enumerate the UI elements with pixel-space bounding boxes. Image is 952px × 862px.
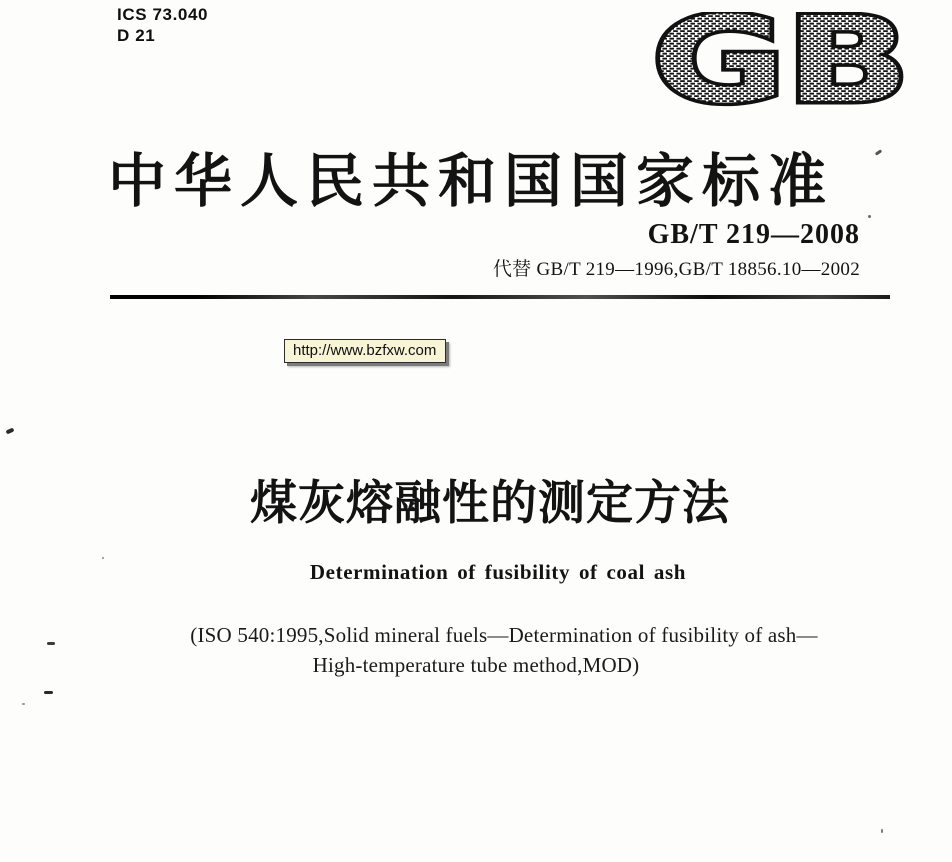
national-standard-banner: 中华人民共和国国家标准 <box>108 149 835 214</box>
gb-logo <box>648 12 914 112</box>
scan-speck <box>881 829 883 833</box>
doc-class-code: D 21 <box>117 26 156 45</box>
scan-speck <box>868 215 871 218</box>
scan-speck <box>44 691 53 694</box>
standard-number: GB/T 219—2008 <box>647 219 860 250</box>
header-divider <box>110 295 890 299</box>
replaces-note: 代替 GB/T 219—1996,GB/T 18856.10—2002 <box>492 259 860 280</box>
watermark-link[interactable]: http://www.bzfxw.com <box>284 339 446 363</box>
document-title-zh: 煤灰熔融性的测定方法 <box>250 476 730 529</box>
scan-speck <box>22 703 25 705</box>
scan-speck <box>47 642 55 645</box>
scan-speck <box>6 427 15 434</box>
document-title-en: Determination of fusibility of coal ash <box>309 560 687 584</box>
iso-reference-line1: (ISO 540:1995,Solid mineral fuels—Determination of fusibility of ash— <box>190 623 818 647</box>
ics-code: ICS 73.040 <box>117 5 209 24</box>
iso-reference-line2: High-temperature tube method,MOD) <box>312 653 640 677</box>
scan-speck <box>102 557 104 559</box>
standard-number-block <box>493 220 860 281</box>
gb-logo-text: GB <box>652 12 910 112</box>
ics-classification-block <box>117 4 208 46</box>
